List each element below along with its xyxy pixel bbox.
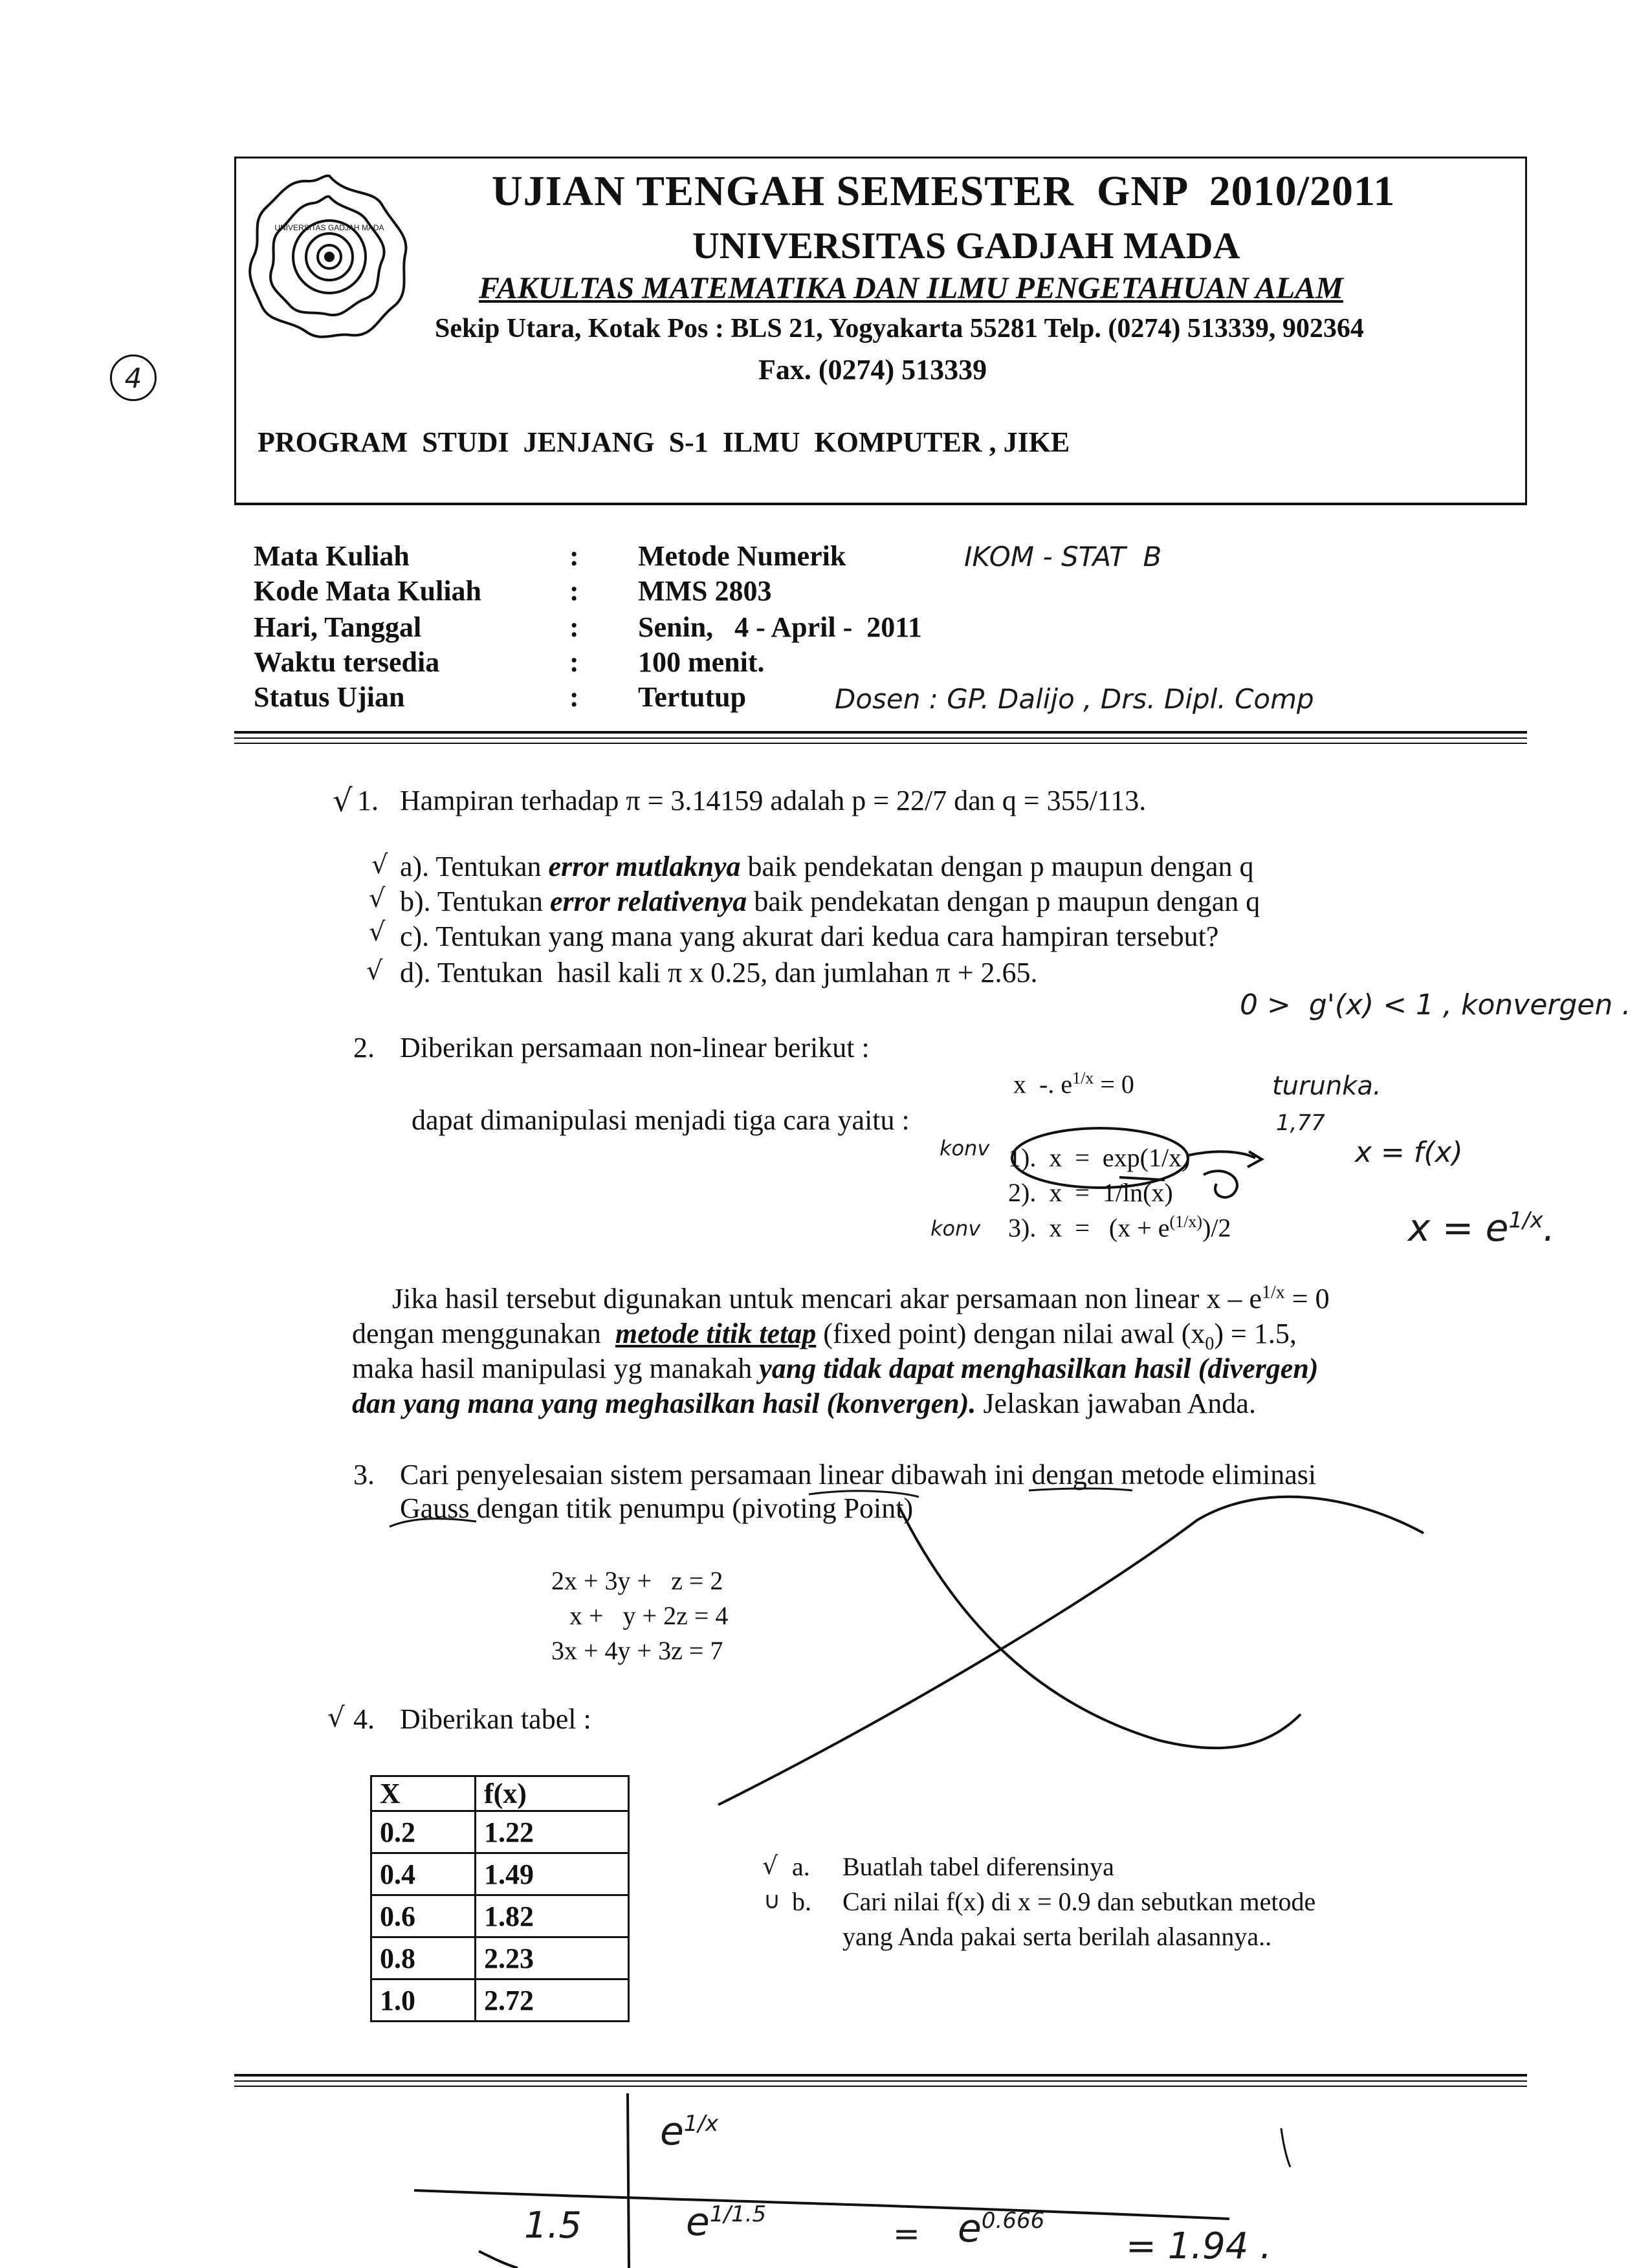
table-cell-x: 0.2 — [371, 1811, 476, 1853]
handwritten-q2-konv-3: konv — [930, 1216, 981, 1241]
q2-manip: dapat dimanipulasi menjadi tiga cara yaitu : — [412, 1104, 910, 1136]
handwritten-lecturer: Dosen : GP. Dalijo , Drs. Dipl. Comp — [835, 683, 1314, 715]
check-mark-icon: √ — [327, 1701, 345, 1733]
info-rule-1 — [234, 731, 1527, 734]
table-cell-x: 0.4 — [371, 1853, 476, 1895]
q2-option-2: 2). x = 1/ln(x) — [1008, 1178, 1173, 1207]
info-value-kode: MMS 2803 — [638, 575, 772, 607]
handwritten-underline-gauss — [388, 1514, 479, 1533]
table-cell-fx: 1.22 — [476, 1811, 629, 1853]
info-rule-3 — [234, 743, 1527, 744]
handwritten-class: IKOM - STAT B — [964, 541, 1162, 572]
handwritten-q2-circle-and-arrow — [996, 1113, 1359, 1242]
info-colon: : — [569, 646, 579, 678]
table-row — [371, 1895, 629, 1937]
q2-para-line-3: maka hasil manipulasi yg manakah yang tidak dapat menghasilkan hasil (divergen) — [352, 1353, 1319, 1384]
handwritten-cross-strike — [705, 1468, 1482, 1831]
table-cell-fx: 1.82 — [476, 1895, 629, 1937]
table-cell-x: 1.0 — [371, 1979, 476, 2022]
handwritten-q2-note-convergence: 0 > g'(x) < 1 , konvergen . — [1240, 988, 1631, 1021]
info-label-mata-kuliah: Mata Kuliah — [254, 540, 410, 572]
q2-para-line-4: dan yang mana yang meghasilkan hasil (konvergen). Jelaskan jawaban Anda. — [352, 1388, 1256, 1419]
q3-equation-3: 3x + 4y + 3z = 7 — [551, 1636, 723, 1665]
info-colon: : — [569, 540, 579, 572]
table-row — [371, 1853, 629, 1895]
check-mark-icon: √ — [371, 850, 388, 880]
info-label-status: Status Ujian — [254, 681, 405, 713]
handwritten-q2-note-fixed-point: x = f(x) — [1355, 1136, 1463, 1169]
q4-intro: Diberikan tabel : — [400, 1703, 591, 1735]
fax: Fax. (0274) 513339 — [758, 354, 987, 386]
address: Sekip Utara, Kotak Pos : BLS 21, Yogyakarta 55281 Telp. (0274) 513339, 902364 — [435, 314, 1364, 343]
q2-option-3: 3). $x = (x + e^{(1/x)})/2$ — [1008, 1212, 1231, 1243]
q4-b-label: b. — [792, 1887, 811, 1916]
fx-table — [370, 1775, 630, 2022]
q3-equation-1: 2x + 3y + z = 2 — [551, 1566, 723, 1595]
bottom-rule-2 — [234, 2080, 1527, 2082]
table-cell-fx: 1.49 — [476, 1853, 629, 1895]
q1-c: c). Tentukan yang mana yang akurat dari kedua cara hampiran tersebut? — [400, 921, 1219, 952]
handwritten-bottom-top: $e^{1/x}$ — [660, 2109, 719, 2154]
logo-text: UNIVERSITAS GADJAH MADA — [274, 223, 384, 232]
q2-para-line-2: dengan menggunakan metode titik tetap (fixed point) dengan nilai awal $(x_0) = 1.5$, — [352, 1318, 1297, 1354]
table-cell-x: 0.8 — [371, 1937, 476, 1979]
info-value-hari: Senin, 4 - April - 2011 — [638, 611, 922, 643]
q3-line-2: Gauss dengan titik penumpu (pivoting Point) — [400, 1492, 914, 1524]
program-line: PROGRAM STUDI JENJANG S-1 ILMU KOMPUTER , JIKE — [258, 426, 1070, 458]
table-header-fx: f(x) — [476, 1776, 629, 1811]
info-label-waktu: Waktu tersedia — [254, 646, 440, 678]
handwritten-q2-note-value: 1,77 — [1276, 1110, 1325, 1136]
table-header-row — [371, 1776, 629, 1811]
q1-a: a). Tentukan error mutlaknya baik pendekatan dengan p maupun dengan q — [400, 851, 1254, 882]
handwritten-bottom-val: $e^{0.666}$ — [958, 2206, 1045, 2251]
q2-option-1: 1). x = exp(1/x) — [1008, 1143, 1191, 1172]
info-colon: : — [569, 681, 579, 713]
q2-intro: Diberikan persamaan non-linear berikut : — [400, 1032, 870, 1063]
university-name: UNIVERSITAS GADJAH MADA — [692, 224, 1240, 267]
handwritten-q2-konv-1: konv — [940, 1136, 990, 1161]
q1-text: Hampiran terhadap π = 3.14159 adalah p = 22/7 dan q = 355/113. — [400, 785, 1147, 816]
bottom-rule-3 — [234, 2086, 1527, 2087]
q4-b-text: Cari nilai f(x) di x = 0.9 dan sebutkan metode — [842, 1887, 1316, 1916]
handwritten-q2-note-derivative: turunka. — [1272, 1071, 1381, 1101]
handwritten-bottom-result: = 1.94 . — [1126, 2225, 1272, 2267]
check-mark-icon: ∪ — [764, 1888, 781, 1914]
table-row — [371, 1811, 629, 1853]
check-mark-icon: √ — [369, 917, 386, 947]
info-value-mata-kuliah: Metode Numerik — [638, 540, 846, 572]
page-number-circle — [110, 354, 157, 401]
q4-a-label: a. — [792, 1852, 810, 1881]
exam-title: UJIAN TENGAH SEMESTER GNP 2010/2011 — [492, 168, 1396, 215]
q4-number: 4. — [353, 1703, 375, 1735]
info-colon: : — [569, 575, 579, 607]
table-cell-fx: 2.23 — [476, 1937, 629, 1979]
q3-line-1: Cari penyelesaian sistem persamaan linear dibawah ini dengan metode eliminasi — [400, 1459, 1317, 1490]
bottom-rule-1 — [234, 2074, 1527, 2077]
handwritten-q2-note-rearranged: $x = e^{1/x}$. — [1408, 1206, 1556, 1250]
q4-a-text: Buatlah tabel diferensinya — [842, 1852, 1114, 1881]
page-number: 4 — [124, 362, 142, 394]
q2-para-line-1: Jika hasil tersebut digunakan untuk mencari akar persamaan non linear $x - e^{1/x} = 0$ — [392, 1282, 1330, 1314]
q2-number: 2. — [353, 1032, 375, 1063]
info-label-hari: Hari, Tanggal — [254, 611, 422, 643]
university-logo — [243, 171, 415, 343]
table-row — [371, 1937, 629, 1979]
faculty-name: FAKULTAS MATEMATIKA DAN ILMU PENGETAHUAN ALAM — [479, 271, 1343, 305]
q1-number: 1. — [357, 785, 379, 816]
handwritten-bottom-calc: $e^{1/1.5}$ — [686, 2199, 767, 2245]
info-value-waktu: 100 menit. — [638, 646, 765, 678]
info-colon: : — [569, 611, 579, 643]
header-bottom-rule — [234, 503, 1527, 505]
q3-equation-2: x + y + 2z = 4 — [569, 1601, 729, 1630]
info-value-status: Tertutup — [638, 681, 747, 713]
q3-number: 3. — [353, 1459, 375, 1490]
check-mark-icon: √ — [333, 783, 353, 819]
table-header-x: X — [371, 1776, 476, 1811]
q4-b-text-2: yang Anda pakai serta berilah alasannya.. — [842, 1922, 1272, 1951]
q2-equation: x -. $e^{1/x} = 0$ — [1013, 1069, 1134, 1099]
q1-d: d). Tentukan hasil kali π x 0.25, dan jumlahan π + 2.65. — [400, 957, 1038, 988]
check-mark-icon: √ — [762, 1851, 778, 1880]
info-label-kode: Kode Mata Kuliah — [254, 575, 482, 607]
check-mark-icon: √ — [369, 884, 386, 913]
info-rule-2 — [234, 737, 1527, 739]
check-mark-icon: √ — [366, 956, 383, 986]
table-row — [371, 1979, 629, 2022]
handwritten-bottom-eq: = — [893, 2215, 920, 2252]
q1-b: b). Tentukan error relativenya baik pendekatan dengan p maupun dengan q — [400, 886, 1260, 917]
handwritten-bottom-x: 1.5 — [524, 2205, 582, 2247]
table-cell-x: 0.6 — [371, 1895, 476, 1937]
table-cell-fx: 2.72 — [476, 1979, 629, 2022]
